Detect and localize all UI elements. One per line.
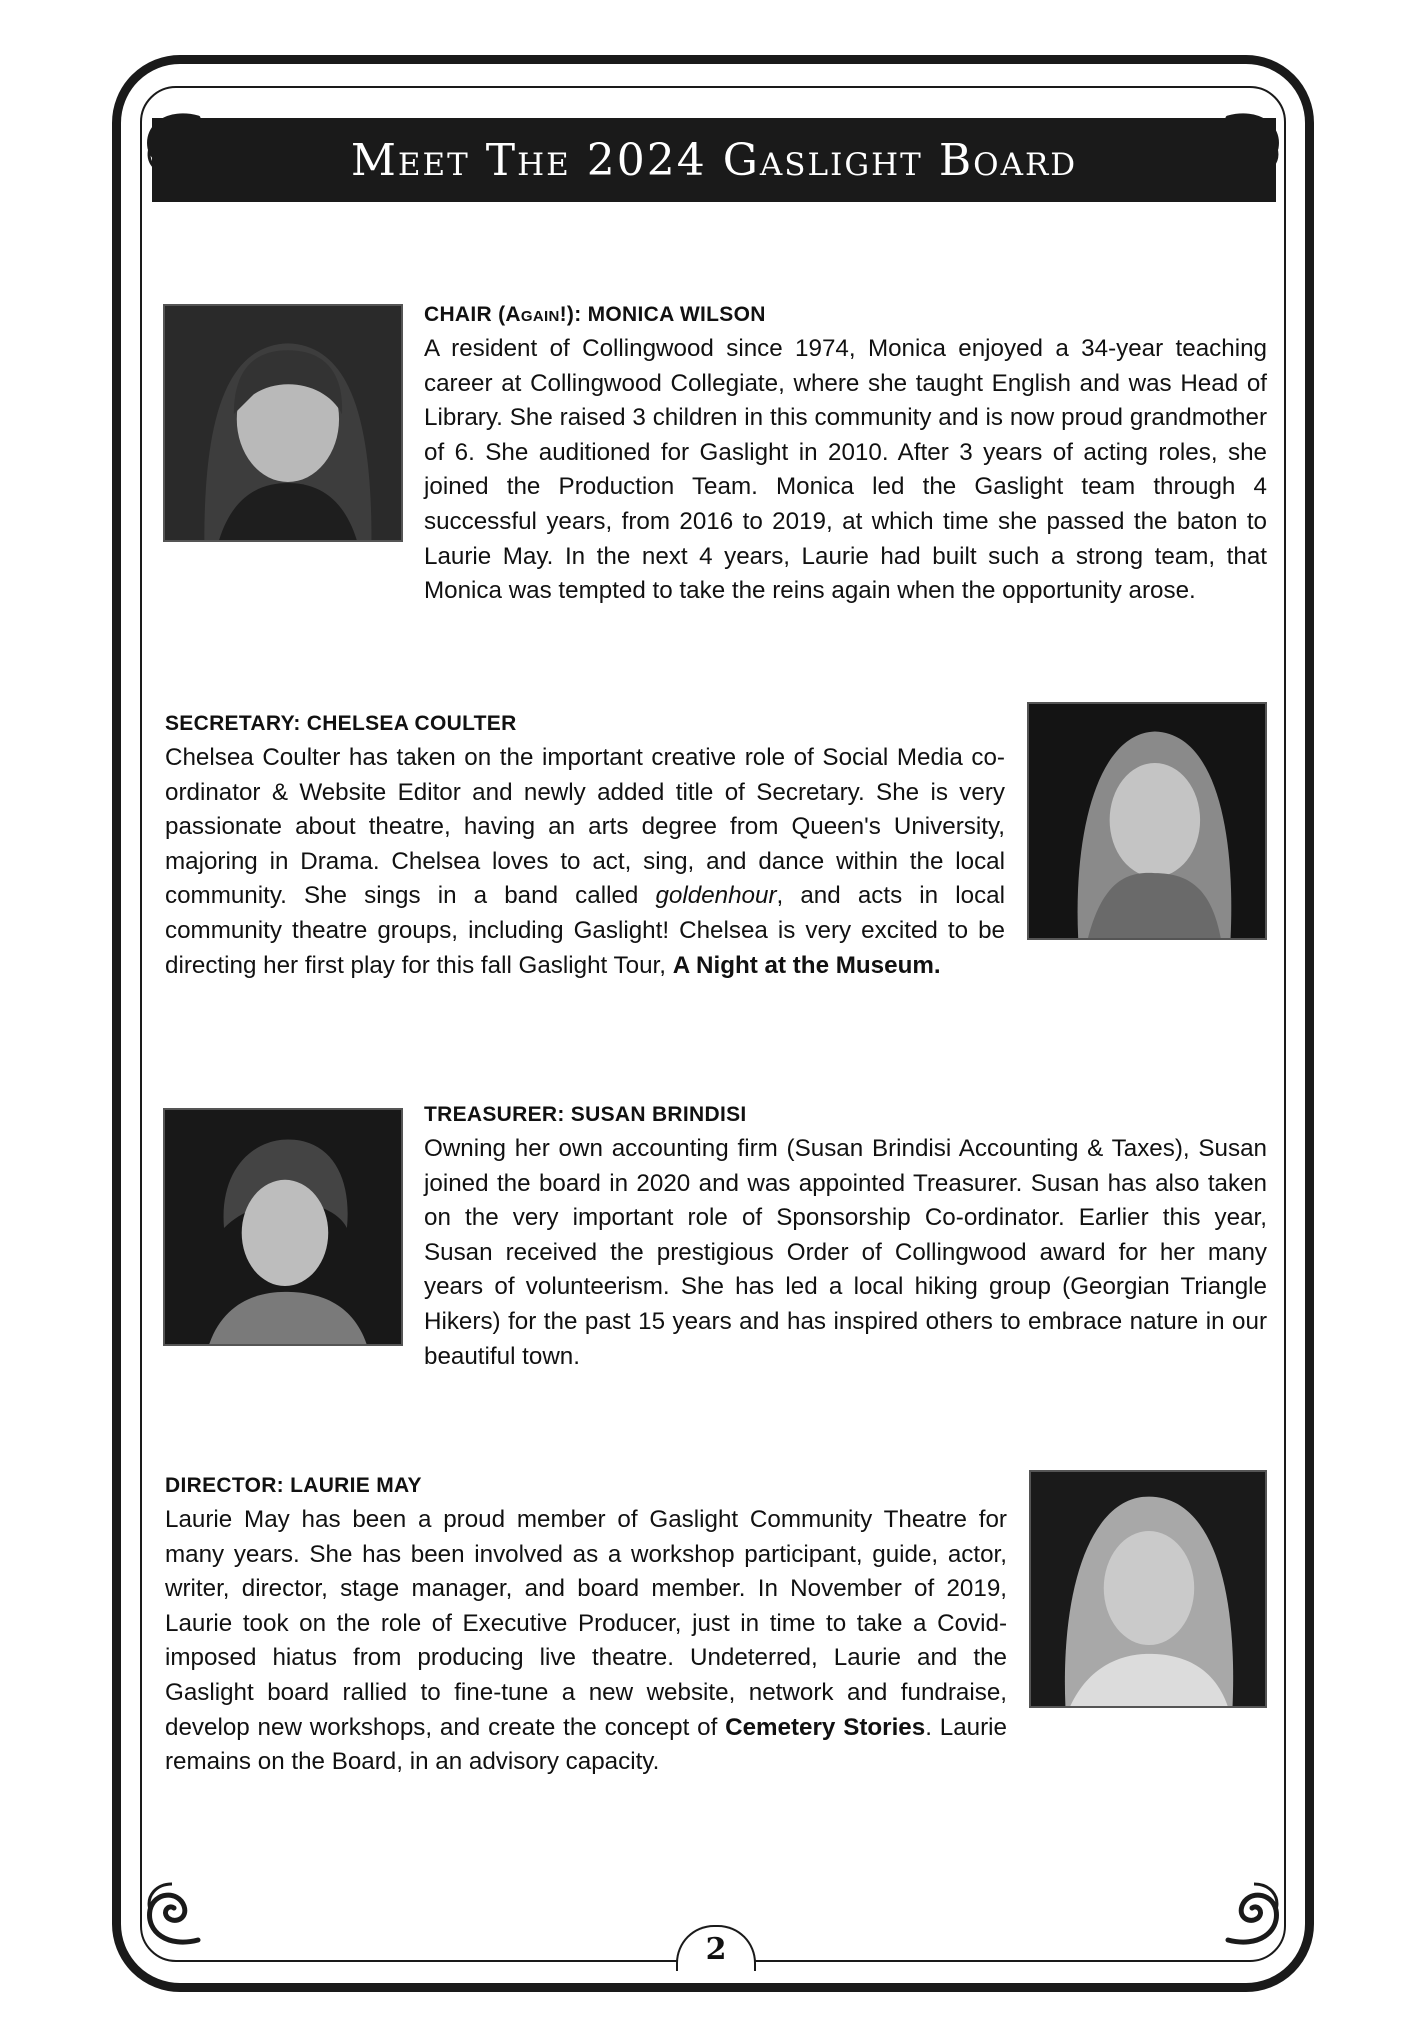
bio-heading: CHAIR (Again!): MONICA WILSON — [424, 303, 766, 326]
bio-text: Chelsea Coulter has taken on the important creative role of Social Media co-ordinator & Website Editor and newly added title of Secretary. She is very passionate about theatre, having an arts degree from Queen's University, majoring in Drama. Chelsea loves to act, sing, and dance within the local community. She sings in a band called goldenhour, and acts in local community theatre groups, including Gaslight! Chelsea is very excited to be directing her first play for this fall Gaslight Tour, A Night at the Museum. — [165, 744, 1005, 979]
bio-text: Owning her own accounting firm (Susan Brindisi Accounting & Taxes), Susan joined the board in 2020 and was appointed Treasurer. Susan has also taken on the very important role of Sponsorship Co-ordinator. Earlier this year, Susan received the prestigious Order of Collingwood award for her many years of volunteerism. She has led a local hiking group (Georgian Triangle Hikers) for the past 15 years and has inspired others to embrace nature in our beautiful town. — [424, 1135, 1267, 1370]
page-number: 2 — [705, 1931, 727, 1967]
bio-text: A resident of Collingwood since 1974, Monica enjoyed a 34-year teaching career at Collingwood Collegiate, where she taught English and was Head of Library. She raised 3 children in this community and is now proud grandmother of 6. She auditioned for Gaslight in 2010. After 3 years of acting roles, she joined the Production Team. Monica led the Gaslight team through 4 successful years, from 2016 to 2019, at which time she passed the baton to Laurie May. In the next 4 years, Laurie had built such a strong team, that Monica was tempted to take the reins again when the opportunity arose. — [424, 335, 1267, 605]
portrait-photo-susan — [163, 1108, 403, 1346]
portrait-photo-monica — [163, 304, 403, 542]
bio-director — [165, 1471, 1007, 1780]
header-bar — [152, 118, 1276, 202]
bio-text: Laurie May has been a proud member of Gaslight Community Theatre for many years. She has been involved as a workshop participant, guide, actor, writer, director, stage manager, and board member. In November of 2019, Laurie took on the role of Executive Producer, just in time to take a Covid-imposed hiatus from producing live theatre. Undeterred, Laurie and the Gaslight board rallied to fine-tune a new website, network and fundraise, develop new workshops, and create the concept of Cemetery Stories. Laurie remains on the Board, in an advisory capacity. — [165, 1506, 1007, 1776]
portrait-photo-laurie — [1029, 1470, 1267, 1708]
bio-heading: SECRETARY: CHELSEA COULTER — [165, 712, 517, 735]
bio-heading: DIRECTOR: LAURIE MAY — [165, 1474, 422, 1497]
bio-heading: TREASURER: SUSAN BRINDISI — [424, 1103, 747, 1126]
bio-secretary — [165, 709, 1005, 983]
bio-treasurer — [424, 1100, 1267, 1374]
portrait-photo-chelsea — [1027, 702, 1267, 940]
bio-chair — [424, 300, 1267, 609]
scroll-ornament-icon — [1212, 1878, 1288, 1954]
scroll-ornament-icon — [138, 1878, 214, 1954]
page-title: Meet The 2024 Gaslight Board — [350, 134, 1078, 186]
